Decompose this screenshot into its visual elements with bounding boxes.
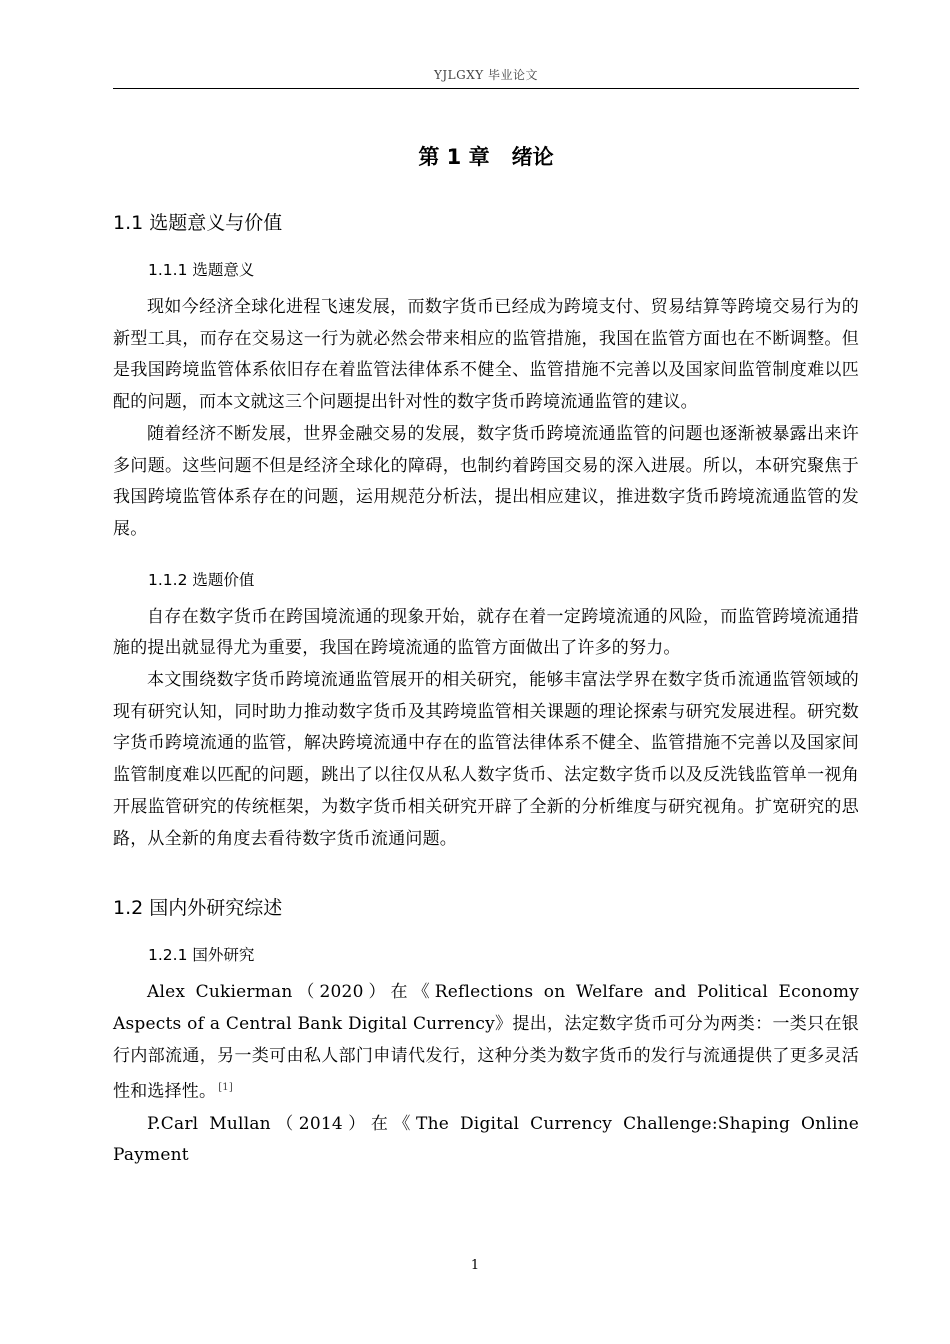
subsection-heading-1-1-2: 1.1.2 选题价值	[148, 570, 255, 589]
running-header: YJLGXY 毕业论文	[433, 68, 539, 82]
paragraph-text: Alex Cukierman（2020）在《Reflections on Welfare and Political Economy Aspects of a Central Bank Digital Currency》提出，法定数字货币可分为两类：一类只在银行内部流通，另一类可由私人部门申请代发行，这种分类为数字货币的发行与流通提供了更多灵活性和选择性。	[113, 982, 859, 1103]
chapter-name: 绪论	[511, 145, 554, 169]
paragraph	[113, 977, 859, 1108]
paragraph: 本文围绕数字货币跨境流通监管展开的相关研究，能够丰富法学界在数字货币流通监管领域的现有研究认知，同时助力推动数字货币及其跨境监管相关课题的理论探索与研究发展进程。研究数字货币跨境流通的监管，解决跨境流通中存在的监管法律体系不健全、监管措施不完善以及国家间监管制度难以匹配的问题，跳出了以往仅从私人数字货币、法定数字货币以及反洗钱监管单一视角开展监管研究的传统框架，为数字货币相关研究开辟了全新的分析维度与研究视角。扩宽研究的思路，从全新的角度去看待数字货币流通问题。	[113, 670, 859, 849]
section-heading-1-2: 1.2 国内外研究综述	[113, 897, 283, 920]
paragraph: P.Carl Mullan（2014）在《The Digital Currency Challenge:Shaping Online Payment	[113, 1113, 859, 1166]
page-number: 1	[470, 1258, 480, 1273]
paragraph: 现如今经济全球化进程飞速发展，而数字货币已经成为跨境支付、贸易结算等跨境交易行为的新型工具，而存在交易这一行为就必然会带来相应的监管措施，我国在监管方面也在不断调整。但是我国跨境监管体系依旧存在着监管法律体系不健全、监管措施不完善以及国家间监管制度难以匹配的问题，而本文就这三个问题提出针对性的数字货币跨境流通监管的建议。	[113, 297, 859, 413]
header-rule	[113, 88, 859, 89]
page-body	[113, 140, 859, 1172]
paragraph: 随着经济不断发展，世界金融交易的发展，数字货币跨境流通监管的问题也逐渐被暴露出来许多问题。这些问题不但是经济全球化的障碍，也制约着跨国交易的深入进展。所以，本研究聚焦于我国跨境监管体系存在的问题，运用规范分析法，提出相应建议，推进数字货币跨境流通监管的发展。	[113, 423, 859, 539]
subsection-heading-1-1-1: 1.1.1 选题意义	[148, 261, 255, 279]
citation-marker[interactable]: [1]	[218, 1082, 233, 1094]
chapter-number: 第 1 章	[418, 145, 490, 169]
paragraph: 自存在数字货币在跨国境流通的现象开始，就存在着一定跨境流通的风险，而监管跨境流通措施的提出就显得尤为重要，我国在跨境流通的监管方面做出了许多的努力。	[113, 606, 859, 659]
subsection-heading-1-2-1: 1.2.1 国外研究	[148, 946, 255, 965]
chapter-title	[113, 140, 859, 174]
section-heading-1-1: 1.1 选题意义与价值	[113, 212, 283, 234]
